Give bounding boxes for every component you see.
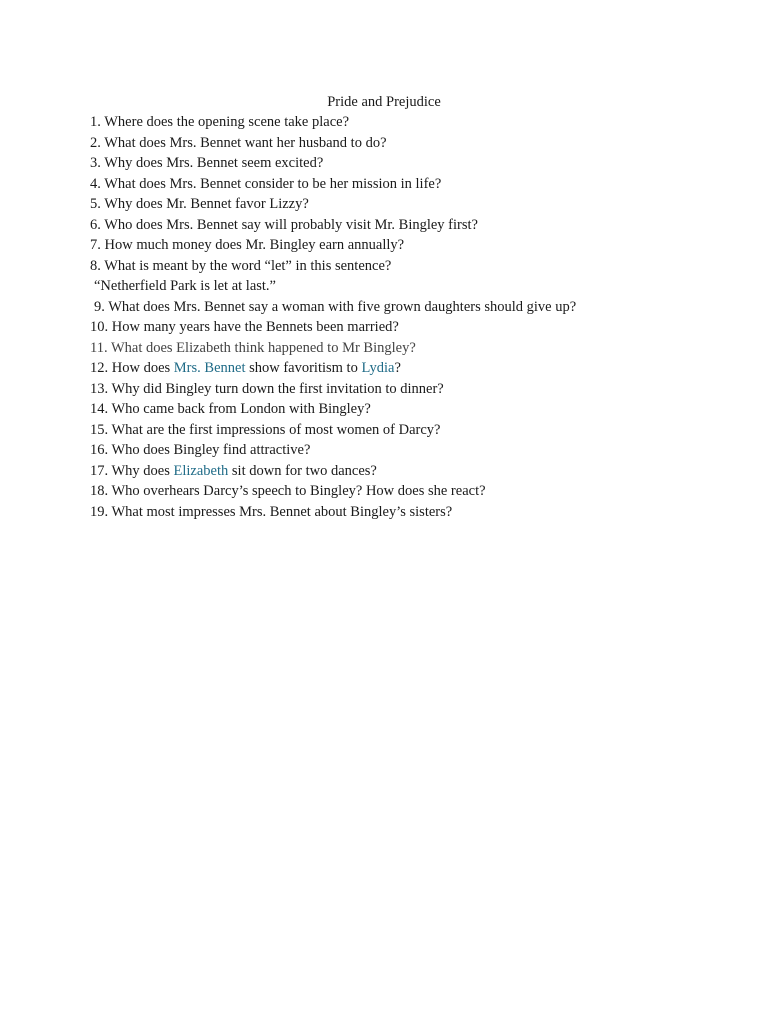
question-8-quote: “Netherfield Park is let at last.” — [94, 278, 276, 294]
question-9: 9. What does Mrs. Bennet say a woman with five grown daughters should give up? — [94, 298, 577, 315]
question-12-name-lydia: Lydia — [361, 360, 395, 376]
question-8: 8. What is meant by the word “let” in this sentence? — [90, 257, 392, 274]
document-page — [90, 92, 690, 522]
question-4: 4. What does Mrs. Bennet consider to be her mission in life? — [90, 175, 442, 192]
question-19: 19. What most impresses Mrs. Bennet about Bingley’s sisters? — [90, 503, 453, 520]
question-16: 16. Who does Bingley find attractive? — [90, 442, 311, 458]
question-12-part-b: show favoritism to — [245, 360, 362, 376]
question-12 — [90, 358, 690, 379]
question-12-part-a: 12. How does — [90, 360, 174, 376]
question-17-name-elizabeth: Elizabeth — [173, 462, 229, 479]
question-10: 10. How many years have the Bennets been married? — [90, 319, 399, 335]
question-2: 2. What does Mrs. Bennet want her husband to do? — [90, 134, 387, 151]
question-15: 15. What are the first impressions of most women of Darcy? — [90, 421, 441, 438]
question-5: 5. Why does Mr. Bennet favor Lizzy? — [90, 196, 309, 212]
question-1: 1. Where does the opening scene take place? — [90, 114, 350, 130]
question-3: 3. Why does Mrs. Bennet seem excited? — [90, 155, 324, 171]
question-13: 13. Why did Bingley turn down the first invitation to dinner? — [90, 380, 444, 397]
question-12-part-c: ? — [394, 360, 401, 376]
question-7: 7. How much money does Mr. Bingley earn annually? — [90, 237, 405, 253]
question-14: 14. Who came back from London with Bingley? — [90, 401, 371, 417]
document-title: Pride and Prejudice — [327, 94, 441, 110]
question-17-part-a: 17. Why does — [90, 462, 174, 479]
question-6: 6. Who does Mrs. Bennet say will probably visit Mr. Bingley first? — [90, 216, 478, 233]
question-11: 11. What does Elizabeth think happened to Mr Bingley? — [90, 339, 416, 356]
question-18: 18. Who overhears Darcy’s speech to Bingley? How does she react? — [90, 483, 486, 499]
question-17-part-b: sit down for two dances? — [228, 462, 377, 479]
question-12-name-mrs-bennet: Mrs. Bennet — [173, 360, 246, 376]
question-17 — [90, 461, 690, 482]
